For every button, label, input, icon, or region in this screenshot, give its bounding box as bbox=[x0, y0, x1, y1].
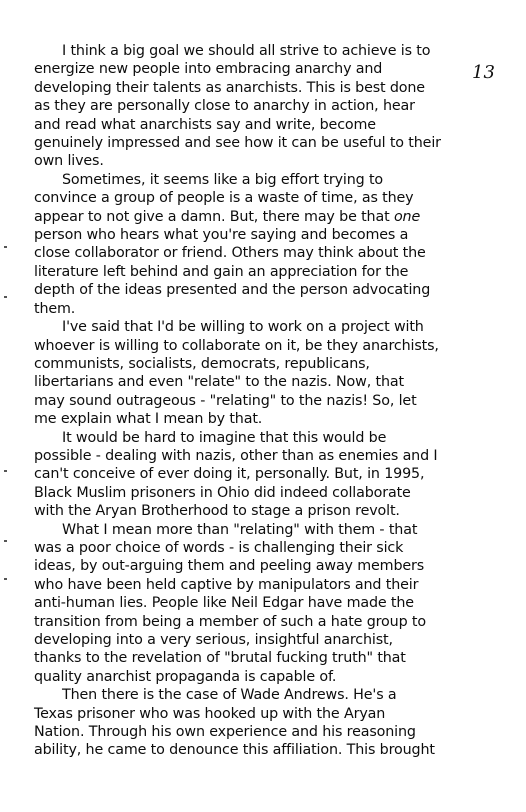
text-line: and read what anarchists say and write, become bbox=[34, 116, 376, 133]
text-line: libertarians and even "relate" to the nazis. Now, that bbox=[34, 374, 404, 391]
text-line: may sound outrageous - "relating" to the nazis! So, let bbox=[34, 392, 417, 409]
paragraph-4 bbox=[34, 429, 502, 521]
text-line: anti-human lies. People like Neil Edgar have made the bbox=[34, 595, 414, 612]
text-line: whoever is willing to collaborate on it, be they anarchists, bbox=[34, 337, 439, 354]
margin-mark bbox=[4, 296, 7, 298]
text-line: person who hears what you're saying and becomes a bbox=[34, 227, 409, 244]
text-line: quality anarchist propaganda is capable of. bbox=[34, 668, 337, 685]
margin-mark bbox=[4, 540, 7, 542]
text-line: energize new people into embracing anarchy and bbox=[34, 61, 383, 78]
paragraph-1 bbox=[34, 42, 502, 171]
page-number: 13 bbox=[472, 62, 495, 83]
text-line: developing their talents as anarchists. This is best done bbox=[34, 79, 425, 96]
margin-mark bbox=[4, 470, 7, 472]
paragraph-6 bbox=[34, 686, 502, 760]
text-line: was a poor choice of words - is challenging their sick bbox=[34, 539, 404, 556]
text-line: who have been held captive by manipulators and their bbox=[34, 576, 419, 593]
text-body bbox=[34, 42, 502, 760]
text-line: me explain what I mean by that. bbox=[34, 411, 263, 428]
text-line: genuinely impressed and see how it can be useful to their bbox=[34, 135, 441, 152]
text-line: them. bbox=[34, 300, 76, 317]
text-line: literature left behind and gain an appreciation for the bbox=[34, 263, 409, 280]
text-line: thanks to the revelation of "brutal fucking truth" that bbox=[34, 650, 406, 667]
text-line: with the Aryan Brotherhood to stage a prison revolt. bbox=[34, 503, 400, 520]
text-line: I think a big goal we should all strive to achieve is to bbox=[62, 43, 431, 59]
margin-mark bbox=[4, 578, 7, 580]
text-line: I've said that I'd be willing to work on a project with bbox=[62, 319, 424, 336]
text-line: possible - dealing with nazis, other than as enemies and I bbox=[34, 447, 438, 464]
text-line: convince a group of people is a waste of time, as they bbox=[34, 190, 414, 207]
paragraph-5 bbox=[34, 521, 502, 687]
text-line: appear to not give a damn. But, there may be that one bbox=[34, 208, 421, 225]
text-line: as they are personally close to anarchy in action, hear bbox=[34, 98, 415, 115]
paragraph-2 bbox=[34, 171, 502, 318]
text-line: Nation. Through his own experience and his reasoning bbox=[34, 724, 416, 741]
text-line: depth of the ideas presented and the person advocating bbox=[34, 282, 431, 299]
text-line: can't conceive of ever doing it, personally. But, in 1995, bbox=[34, 466, 425, 483]
text-line: What I mean more than "relating" with them - that bbox=[62, 521, 418, 538]
text-line: transition from being a member of such a hate group to bbox=[34, 613, 426, 630]
text-line: Sometimes, it seems like a big effort trying to bbox=[62, 171, 384, 188]
text-line: developing into a very serious, insightful anarchist, bbox=[34, 632, 393, 648]
text-line: ideas, by out-arguing them and peeling away members bbox=[34, 558, 425, 575]
text-line: close collaborator or friend. Others may think about the bbox=[34, 245, 426, 262]
emphasis-word: one bbox=[393, 208, 421, 225]
text-line: Then there is the case of Wade Andrews. He's a bbox=[62, 687, 397, 704]
paragraph-3 bbox=[34, 318, 502, 428]
text-line: It would be hard to imagine that this would be bbox=[62, 429, 387, 446]
text-line: communists, socialists, democrats, republicans, bbox=[34, 355, 370, 372]
text-line: own lives. bbox=[34, 153, 104, 170]
text-line: Texas prisoner who was hooked up with the Aryan bbox=[34, 705, 386, 722]
text-line: ability, he came to denounce this affiliation. This brought bbox=[34, 742, 435, 759]
margin-mark bbox=[4, 246, 7, 248]
text-line: Black Muslim prisoners in Ohio did indeed collaborate bbox=[34, 484, 411, 501]
